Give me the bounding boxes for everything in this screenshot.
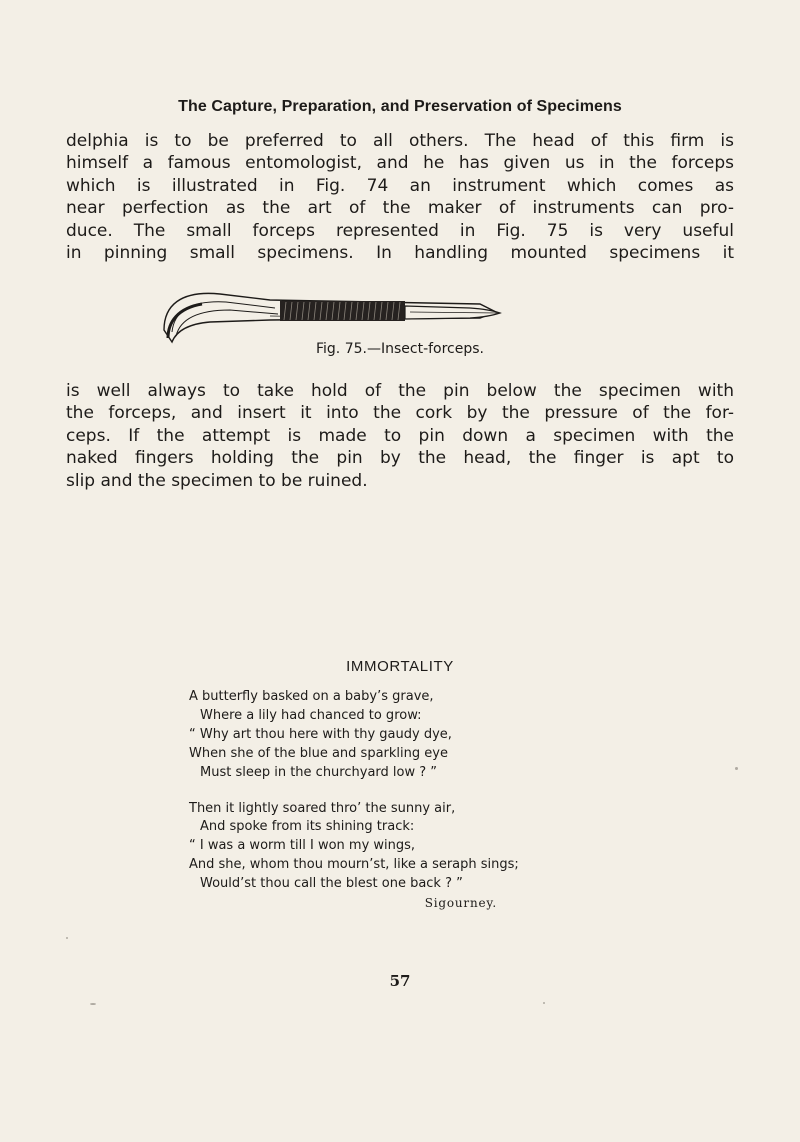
print-speck	[66, 937, 68, 939]
paragraph-line: is well always to take hold of the pin below the specimen with	[66, 381, 734, 401]
poem-line: And she, whom thou mourn’st, like a seraph sings;	[189, 857, 519, 873]
poem-line: Would’st thou call the blest one back ? ”	[200, 876, 463, 892]
figure-caption-prefix: Fig.	[315, 341, 341, 357]
paragraph-line: slip and the specimen to be ruined.	[66, 470, 368, 491]
paragraph-line: near perfection as the art of the maker of instruments can pro-	[66, 198, 734, 219]
paragraph-line: duce. The small forceps represented in Fig. 75 is very useful	[66, 220, 734, 241]
paragraph-1	[66, 130, 734, 264]
poem-line: “ Why art thou here with thy gaudy dye,	[189, 726, 452, 742]
poem-line: A butterfly basked on a baby’s grave,	[189, 689, 434, 704]
paragraph-line: himself a famous entomologist, and he has given us in the forceps	[66, 153, 734, 174]
print-speck	[735, 767, 738, 770]
paragraph-line: naked fingers holding the pin by the head, the finger is apt to	[66, 448, 734, 469]
print-speck	[543, 1002, 545, 1004]
poem-line: “ I was a worm till I won my wings,	[189, 838, 416, 854]
paragraph-line: in pinning small specimens. In handling mounted specimens it	[66, 243, 734, 264]
paragraph-line: which is illustrated in Fig. 74 an instrument which comes as	[66, 175, 734, 196]
poem-line: Where a lily had chanced to grow:	[200, 707, 422, 723]
poem-attribution: Sigourney.	[424, 896, 497, 911]
running-head: The Capture, Preparation, and Preservation of Specimens	[178, 98, 622, 115]
paragraph-2	[66, 380, 734, 492]
page-number: 57	[389, 972, 411, 990]
forceps-illustration-icon	[150, 282, 510, 344]
print-speck	[90, 1003, 96, 1005]
figure-caption	[0, 341, 800, 357]
poem	[189, 688, 609, 913]
poem-line: And spoke from its shining track:	[200, 819, 415, 835]
poem-line: Then it lightly soared thro’ the sunny air,	[189, 800, 456, 816]
figure-caption-text: 75.—Insect-forceps.	[344, 341, 484, 357]
paragraph-line: ceps. If the attempt is made to pin down a specimen with the	[66, 425, 734, 446]
poem-line: When she of the blue and sparkling eye	[189, 745, 448, 761]
poem-line: Must sleep in the churchyard low ? ”	[200, 764, 438, 780]
paragraph-line: delphia is to be preferred to all others. The head of this firm is	[66, 131, 734, 151]
poem-title: IMMORTALITY	[346, 658, 454, 675]
stanza-gap	[189, 783, 609, 800]
paragraph-line: the forceps, and insert it into the cork by the pressure of the for-	[66, 403, 734, 424]
